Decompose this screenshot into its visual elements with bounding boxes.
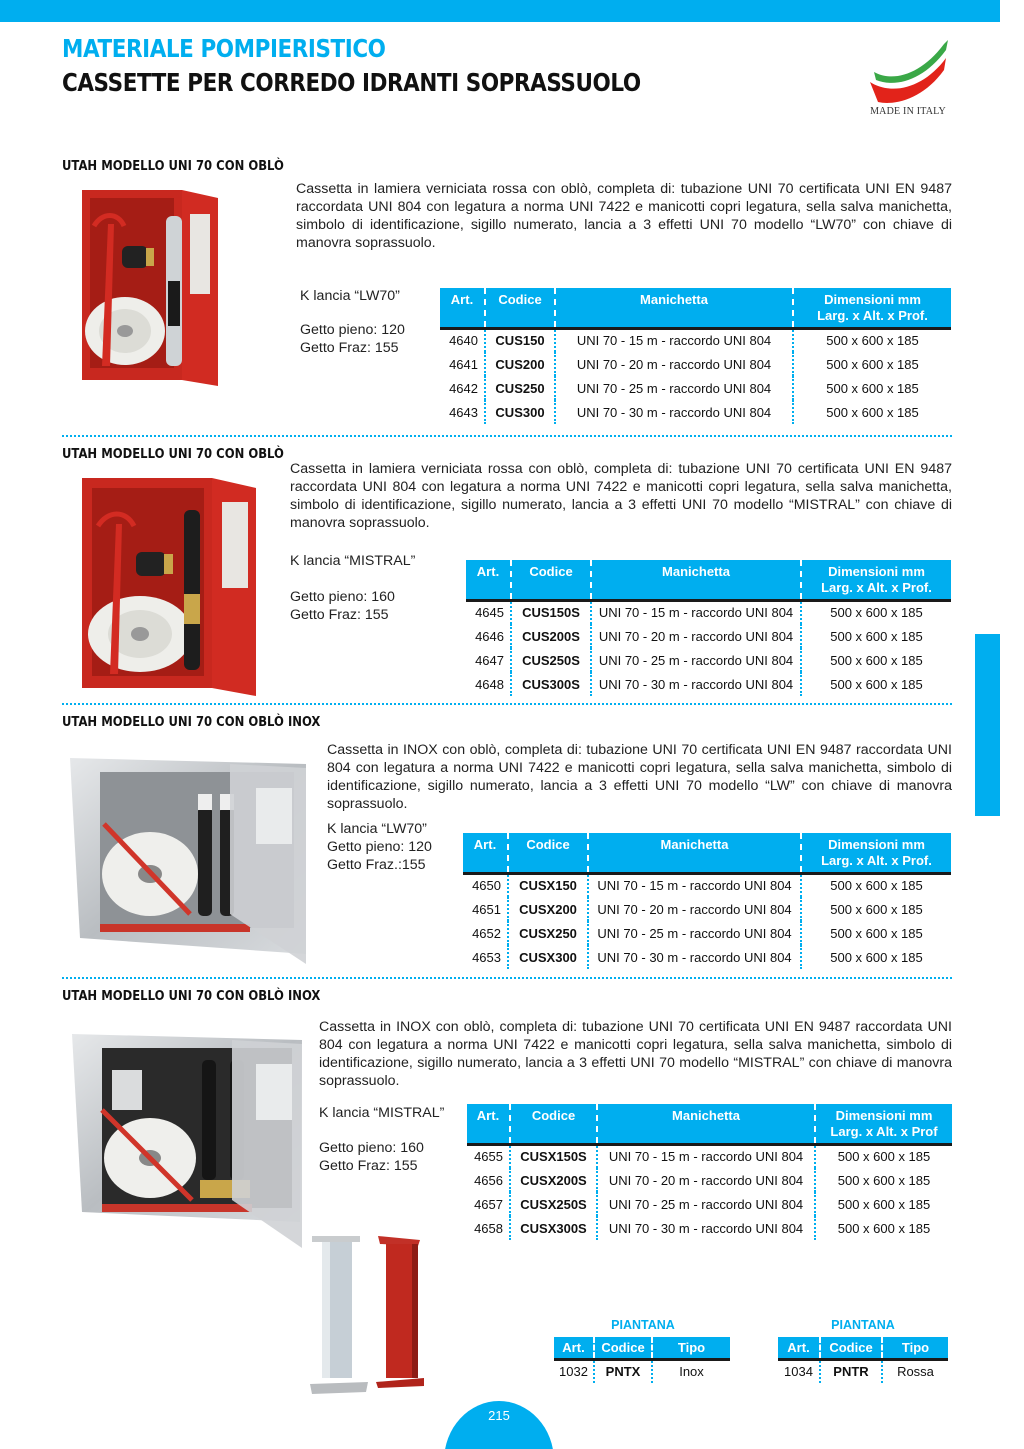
cell-dimensioni: 500 x 600 x 185 bbox=[801, 945, 951, 969]
cell-manichetta: UNI 70 - 25 m - raccordo UNI 804 bbox=[588, 921, 801, 945]
header-tipo: Tipo bbox=[882, 1337, 948, 1359]
table-row bbox=[554, 1359, 730, 1383]
header-codice: Codice bbox=[820, 1337, 882, 1359]
cell-art: 4641 bbox=[449, 356, 478, 372]
cell-manichetta: UNI 70 - 25 m - raccordo UNI 804 bbox=[555, 376, 793, 400]
stainless-hydrant-cabinet-photo bbox=[72, 1030, 302, 1250]
piantana-table bbox=[554, 1337, 730, 1383]
stainless-hydrant-cabinet-photo bbox=[70, 754, 306, 970]
header-manichetta: Manichetta bbox=[597, 1104, 815, 1144]
cell-art: 4650 bbox=[472, 878, 501, 894]
cell-codice: CUSX250 bbox=[508, 921, 588, 945]
getto-fraz-label: Getto Fraz: 155 bbox=[290, 607, 389, 623]
made-in-italy-logo bbox=[862, 36, 954, 120]
product-description: Cassetta in INOX con oblò, completa di: tubazione UNI 70 certificata UNI EN 9487 raccordata UNI 804 con legatura a norma UNI 7422 e manicotti copri legatura, sella salva manichetta, simbolo di identificazione, sigillo numerato, lancia a 3 effetti UNI 70 modello “LW” con chiave di manovra soprassuolo. bbox=[327, 742, 952, 812]
cell-art: 4640 bbox=[449, 333, 478, 349]
product-description: Cassetta in lamiera verniciata rossa con oblò, completa di: tubazione UNI 70 certificata UNI EN 9487 raccordata UNI 804 con legatura a norma UNI 7422 e manicotti copri legatura, sella salva manichetta, simbolo di identificazione, sigillo numerato, lancia a 3 effetti UNI 70 modello “MISTRAL” con chiave di manovra soprassuolo. bbox=[290, 461, 952, 531]
cell-art: 4643 bbox=[449, 404, 478, 420]
lance-model-label: K lancia “MISTRAL” bbox=[290, 553, 416, 569]
cell-art: 4651 bbox=[472, 901, 501, 917]
cell-dimensioni: 500 x 600 x 185 bbox=[793, 376, 951, 400]
header-art: Art. bbox=[554, 1337, 594, 1359]
cell-manichetta: UNI 70 - 20 m - raccordo UNI 804 bbox=[588, 897, 801, 921]
cell-manichetta: UNI 70 - 15 m - raccordo UNI 804 bbox=[555, 328, 793, 352]
table-row bbox=[467, 1192, 952, 1216]
cell-manichetta: UNI 70 - 15 m - raccordo UNI 804 bbox=[591, 600, 801, 624]
piantana-table bbox=[778, 1337, 948, 1383]
product-table bbox=[463, 833, 951, 969]
cell-manichetta: UNI 70 - 25 m - raccordo UNI 804 bbox=[591, 648, 801, 672]
cell-art: 4645 bbox=[475, 605, 504, 621]
cell-art: 4656 bbox=[474, 1172, 503, 1188]
table-row bbox=[463, 921, 951, 945]
header-dimensioni-line1: Dimensioni mm bbox=[828, 564, 925, 579]
cell-codice: CUS200S bbox=[511, 624, 591, 648]
lance-model-label: K lancia “LW70” bbox=[300, 288, 400, 304]
table-row bbox=[467, 1168, 952, 1192]
getto-fraz-label: Getto Fraz: 155 bbox=[319, 1158, 418, 1174]
cell-dimensioni: 500 x 600 x 185 bbox=[815, 1192, 952, 1216]
product-table bbox=[467, 1104, 952, 1240]
cell-dimensioni: 500 x 600 x 185 bbox=[815, 1216, 952, 1240]
cell-art: 4647 bbox=[475, 652, 504, 668]
cell-codice: CUSX300S bbox=[510, 1216, 597, 1240]
cell-tipo: Rossa bbox=[882, 1359, 948, 1383]
getto-pieno-label: Getto pieno: 120 bbox=[300, 322, 405, 338]
cell-art: 4657 bbox=[474, 1196, 503, 1212]
cell-dimensioni: 500 x 600 x 185 bbox=[801, 624, 951, 648]
lance-model-label: K lancia “LW70” bbox=[327, 821, 427, 837]
cell-codice: PNTX bbox=[594, 1359, 652, 1383]
red-stand-post bbox=[376, 1236, 424, 1388]
header-art: Art. bbox=[778, 1337, 820, 1359]
cell-art: 4648 bbox=[475, 676, 504, 692]
cell-manichetta: UNI 70 - 30 m - raccordo UNI 804 bbox=[555, 400, 793, 424]
cell-dimensioni: 500 x 600 x 185 bbox=[793, 328, 951, 352]
cell-art: 1034 bbox=[784, 1364, 813, 1380]
table-row bbox=[466, 648, 951, 672]
cell-codice: CUSX150 bbox=[508, 873, 588, 897]
side-index-tab[interactable] bbox=[975, 634, 1000, 816]
made-in-italy-text: MADE IN ITALY bbox=[870, 106, 946, 117]
header-dimensioni bbox=[801, 833, 951, 873]
table-row bbox=[463, 873, 951, 897]
cell-codice: CUSX150S bbox=[510, 1144, 597, 1168]
cell-dimensioni: 500 x 600 x 185 bbox=[793, 400, 951, 424]
cell-codice: CUSX250S bbox=[510, 1192, 597, 1216]
cell-manichetta: UNI 70 - 20 m - raccordo UNI 804 bbox=[591, 624, 801, 648]
getto-fraz-label: Getto Fraz.:155 bbox=[327, 857, 426, 873]
table-row bbox=[440, 352, 951, 376]
cell-codice: CUS150 bbox=[485, 328, 555, 352]
cell-art: 4642 bbox=[449, 380, 478, 396]
cell-manichetta: UNI 70 - 15 m - raccordo UNI 804 bbox=[597, 1144, 815, 1168]
header-codice: Codice bbox=[485, 288, 555, 328]
cell-art: 4653 bbox=[472, 949, 501, 965]
header-dimensioni bbox=[801, 560, 951, 600]
cell-dimensioni: 500 x 600 x 185 bbox=[801, 648, 951, 672]
product-description: Cassetta in lamiera verniciata rossa con oblò, completa di: tubazione UNI 70 certificata UNI EN 9487 raccordata UNI 804 con legatura a norma UNI 7422 e manicotti copri legatura, sella salva manichetta, simbolo di identificazione, sigillo numerato, lancia a 3 effetti UNI 70 modello “LW70” con chiave di manovra soprassuolo. bbox=[296, 181, 952, 251]
table-row bbox=[467, 1216, 952, 1240]
header-dimensioni-line1: Dimensioni mm bbox=[828, 837, 925, 852]
table-row bbox=[467, 1144, 952, 1168]
table-row bbox=[466, 624, 951, 648]
section-title: UTAH MODELLO UNI 70 CON OBLÒ bbox=[62, 446, 284, 462]
table-row bbox=[466, 672, 951, 696]
cell-codice: PNTR bbox=[820, 1359, 882, 1383]
red-hydrant-cabinet-photo bbox=[80, 474, 260, 696]
header-tipo: Tipo bbox=[652, 1337, 730, 1359]
cell-manichetta: UNI 70 - 15 m - raccordo UNI 804 bbox=[588, 873, 801, 897]
cell-codice: CUS300S bbox=[511, 672, 591, 696]
cell-dimensioni: 500 x 600 x 185 bbox=[793, 352, 951, 376]
red-hydrant-cabinet-photo bbox=[80, 186, 220, 386]
cell-art: 4655 bbox=[474, 1149, 503, 1165]
cell-manichetta: UNI 70 - 20 m - raccordo UNI 804 bbox=[597, 1168, 815, 1192]
getto-pieno-label: Getto pieno: 120 bbox=[327, 839, 432, 855]
cell-manichetta: UNI 70 - 30 m - raccordo UNI 804 bbox=[588, 945, 801, 969]
cell-tipo: Inox bbox=[652, 1359, 730, 1383]
cell-dimensioni: 500 x 600 x 185 bbox=[815, 1168, 952, 1192]
cell-art: 4658 bbox=[474, 1220, 503, 1236]
cell-art: 4652 bbox=[472, 925, 501, 941]
piantana-caption: PIANTANA bbox=[611, 1318, 675, 1332]
header-art: Art. bbox=[467, 1104, 510, 1144]
section-title: UTAH MODELLO UNI 70 CON OBLÒ INOX bbox=[62, 714, 321, 730]
cell-codice: CUS250 bbox=[485, 376, 555, 400]
table-row bbox=[778, 1359, 948, 1383]
cell-dimensioni: 500 x 600 x 185 bbox=[801, 672, 951, 696]
header-art: Art. bbox=[463, 833, 508, 873]
italian-flag-swoosh-icon bbox=[862, 36, 954, 106]
cell-dimensioni: 500 x 600 x 185 bbox=[801, 873, 951, 897]
section-divider bbox=[62, 977, 952, 979]
cell-codice: CUS300 bbox=[485, 400, 555, 424]
catalog-category-title: MATERIALE POMPIERISTICO bbox=[62, 34, 386, 63]
cell-codice: CUS200 bbox=[485, 352, 555, 376]
cell-codice: CUS250S bbox=[511, 648, 591, 672]
page-title: CASSETTE PER CORREDO IDRANTI SOPRASSUOLO bbox=[62, 68, 641, 97]
header-art: Art. bbox=[440, 288, 485, 328]
header-codice: Codice bbox=[508, 833, 588, 873]
table-row bbox=[463, 945, 951, 969]
section-title: UTAH MODELLO UNI 70 CON OBLÒ INOX bbox=[62, 988, 321, 1004]
cell-manichetta: UNI 70 - 30 m - raccordo UNI 804 bbox=[597, 1216, 815, 1240]
cell-manichetta: UNI 70 - 30 m - raccordo UNI 804 bbox=[591, 672, 801, 696]
cell-dimensioni: 500 x 600 x 185 bbox=[815, 1144, 952, 1168]
getto-pieno-label: Getto pieno: 160 bbox=[319, 1140, 424, 1156]
cell-dimensioni: 500 x 600 x 185 bbox=[801, 921, 951, 945]
section-divider bbox=[62, 435, 952, 437]
header-codice: Codice bbox=[511, 560, 591, 600]
product-table bbox=[440, 288, 951, 424]
header-codice: Codice bbox=[594, 1337, 652, 1359]
table-row bbox=[463, 897, 951, 921]
header-dimensioni-line2: Larg. x Alt. x Prof. bbox=[821, 853, 932, 868]
cell-art: 4646 bbox=[475, 628, 504, 644]
header-dimensioni bbox=[815, 1104, 952, 1144]
product-table bbox=[466, 560, 951, 696]
header-manichetta: Manichetta bbox=[591, 560, 801, 600]
table-row bbox=[466, 600, 951, 624]
product-description: Cassetta in INOX con oblò, completa di: tubazione UNI 70 certificata UNI EN 9487 raccordata UNI 804 con legatura a norma UNI 7422 e manicotti copri legatura, sella salva manichetta, simbolo di identificazione, sigillo numerato, lancia a 3 effetti UNI 70 modello “MISTRAL” con chiave di manovra soprassuolo. bbox=[319, 1019, 952, 1089]
cell-codice: CUS150S bbox=[511, 600, 591, 624]
page-number: 215 bbox=[488, 1408, 510, 1423]
section-divider bbox=[62, 703, 952, 705]
header-dimensioni-line2: Larg. x Alt. x Prof bbox=[830, 1124, 938, 1139]
cell-art: 1032 bbox=[559, 1364, 588, 1380]
getto-pieno-label: Getto pieno: 160 bbox=[290, 589, 395, 605]
cell-manichetta: UNI 70 - 25 m - raccordo UNI 804 bbox=[597, 1192, 815, 1216]
header-dimensioni-line1: Dimensioni mm bbox=[824, 292, 921, 307]
getto-fraz-label: Getto Fraz: 155 bbox=[300, 340, 399, 356]
table-row bbox=[440, 400, 951, 424]
cell-manichetta: UNI 70 - 20 m - raccordo UNI 804 bbox=[555, 352, 793, 376]
table-row bbox=[440, 376, 951, 400]
stainless-stand-post bbox=[310, 1236, 368, 1394]
table-row bbox=[440, 328, 951, 352]
cell-codice: CUSX300 bbox=[508, 945, 588, 969]
header-dimensioni-line2: Larg. x Alt. x Prof. bbox=[821, 580, 932, 595]
header-dimensioni bbox=[793, 288, 951, 328]
section-title: UTAH MODELLO UNI 70 CON OBLÒ bbox=[62, 158, 284, 174]
cell-dimensioni: 500 x 600 x 185 bbox=[801, 600, 951, 624]
header-art: Art. bbox=[466, 560, 511, 600]
header-manichetta: Manichetta bbox=[588, 833, 801, 873]
top-color-band bbox=[0, 0, 1000, 22]
cell-codice: CUSX200S bbox=[510, 1168, 597, 1192]
header-dimensioni-line1: Dimensioni mm bbox=[835, 1108, 933, 1123]
header-dimensioni-line2: Larg. x Alt. x Prof. bbox=[817, 308, 928, 323]
header-codice: Codice bbox=[510, 1104, 597, 1144]
lance-model-label: K lancia “MISTRAL” bbox=[319, 1105, 445, 1121]
piantana-caption: PIANTANA bbox=[831, 1318, 895, 1332]
header-manichetta: Manichetta bbox=[555, 288, 793, 328]
stand-posts-photo bbox=[308, 1236, 458, 1396]
cell-dimensioni: 500 x 600 x 185 bbox=[801, 897, 951, 921]
cell-codice: CUSX200 bbox=[508, 897, 588, 921]
